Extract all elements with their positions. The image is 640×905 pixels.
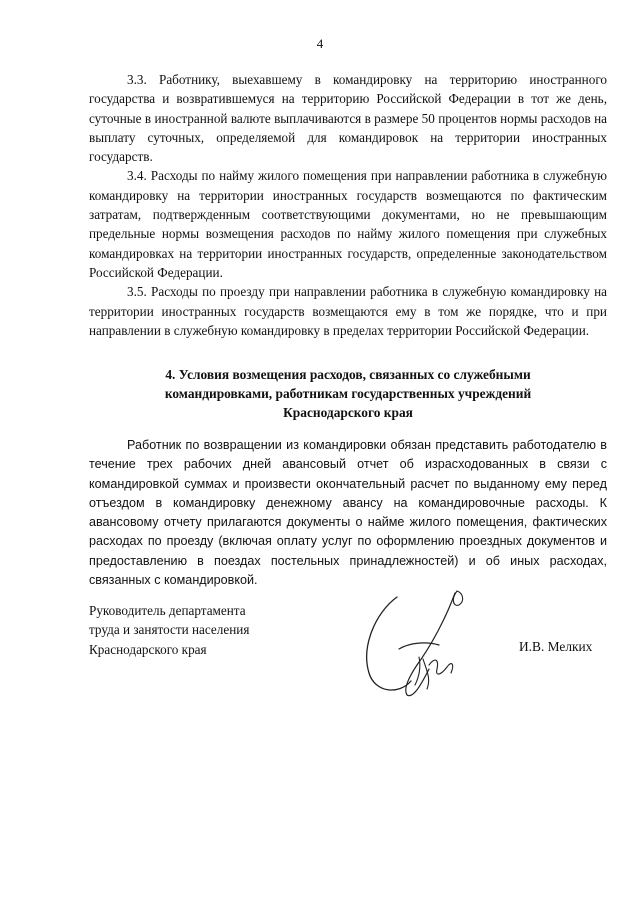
section-title-line: Краснодарского края — [283, 405, 413, 420]
handwritten-signature — [355, 585, 475, 705]
signer-position — [89, 601, 249, 659]
clauses-3 — [89, 70, 607, 340]
signer-position-line: Краснодарского края — [89, 641, 207, 657]
page-number: 4 — [316, 36, 324, 51]
section-title-line: 4. Условия возмещения расходов, связанных со служебными — [165, 367, 531, 382]
signer-position-line: Руководитель департамента — [89, 603, 246, 618]
section-4-title — [89, 365, 607, 422]
section-4-body — [89, 436, 607, 590]
paragraph-3-4: 3.4. Расходы по найму жилого помещения при направлении работника в служебную командировку на территории иностранных государств возмещаются по фактическим затратам, подтвержденным соответствующими документами, но не превышающим предельные нормы возмещения расходов по найму жилого помещения при служебных командировках на территории иностранных государств, определенные законодательством Российской Федерации. — [89, 168, 607, 280]
signer-position-line: труда и занятости населения — [89, 622, 250, 638]
signer-name: И.В. Мелких — [519, 639, 593, 654]
section-title-line: командировками, работникам государственных учреждений — [164, 386, 532, 401]
section-4-paragraph: Работник по возвращении из командировки обязан представить работодателю в течение трех рабочих дней авансовый отчет об израсходованных в связи с командировкой суммах и произвести окончательный расчет по выданному ему перед отъездом в командировку денежному авансу на командировочные расходы. К авансовому отчету прилагаются документы о найме жилого помещения, фактических расходах по проезду (включая оплату услуг по оформлению проездных документов и предоставлению в поездах постельных принадлежностей) и об иных расходах, связанных с командировкой. — [89, 438, 607, 588]
paragraph-3-5: 3.5. Расходы по проезду при направлении работника в служебную командировку на территории иностранных государств возмещаются ему в том же порядке, что и при направлении в служебную командировку в пределах территории Российской Федерации. — [89, 284, 607, 338]
paragraph-3-3: 3.3. Работнику, выехавшему в командировку на территорию иностранного государства и возвратившемуся на территорию Российской Федерации в тот же день, суточные в иностранной валюте выплачиваются в размере 50 процентов нормы расходов на выплату суточных, определяемой для командировок на территории иностранных государств. — [89, 72, 607, 165]
